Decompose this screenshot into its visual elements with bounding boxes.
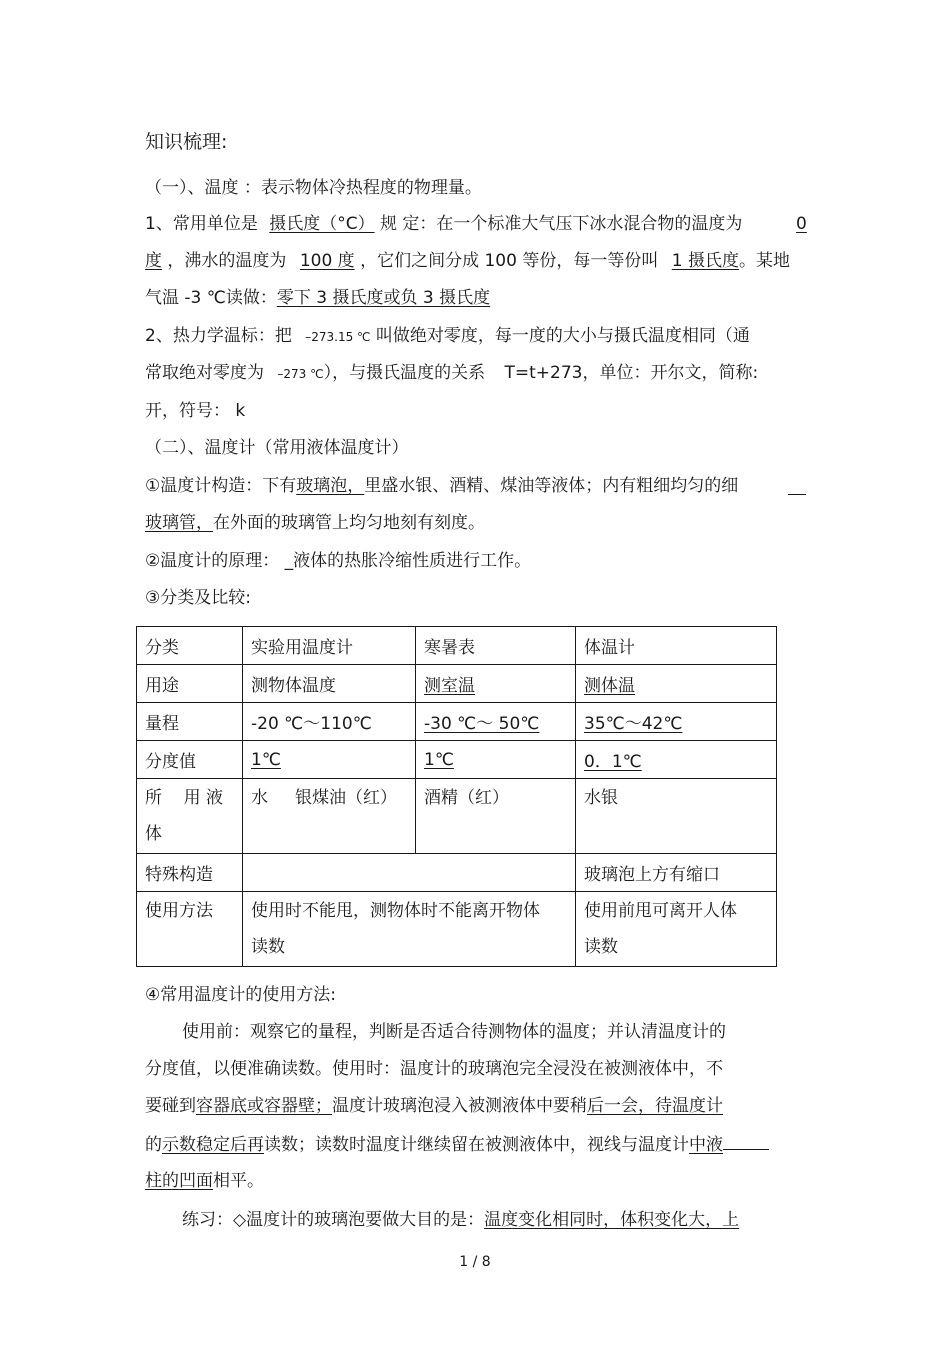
paragraph-kelvin-line-3: 开，符号： k (145, 401, 246, 421)
table-cell: -30 ℃～ 50℃ (416, 703, 576, 741)
answer-zero: 0 (796, 214, 807, 234)
answer-container: 容器底或容器壁； (196, 1096, 332, 1116)
answer-exercise: 温度变化相同时，体积变化大，上 (484, 1210, 740, 1230)
table-row (137, 854, 777, 892)
table-cell: 寒暑表 (416, 627, 576, 665)
table-cell: 测体温 (576, 665, 777, 703)
absolute-zero-value: –273.15 ℃ (305, 330, 371, 344)
answer-reading: 零下 3 摄氏度或负 3 摄氏度 (276, 288, 491, 308)
item-classification: ③分类及比较: (145, 588, 251, 608)
table-cell: 酒精（红） (416, 779, 576, 854)
table-row (137, 779, 777, 854)
table-row (137, 627, 777, 665)
item-structure-line-1: ①温度计构造：下有玻璃泡，里盛水银、酒精、煤油等液体；内有粗细均匀的细 (145, 476, 739, 496)
paragraph-unit-line-2 (145, 250, 790, 272)
item-usage-heading: ④常用温度计的使用方法: (145, 985, 336, 1005)
thermometer-comparison-table (136, 626, 777, 967)
answer-one-degree: 1 摄氏度 (671, 251, 739, 271)
text: 规 定：在一个标准大气压下冰水混合物的温度为 (380, 214, 743, 234)
paragraph-kelvin-line-2: 常取绝对零度为 –273 ℃），与摄氏温度的关系 T=t+273，单位：开尔文，简称: (145, 363, 759, 383)
table-cell: 所 用 液 体 (137, 779, 243, 854)
text: 1、常用单位是 (145, 214, 258, 234)
kelvin-formula: T=t+273，单位：开尔文，简称: (504, 363, 759, 383)
paragraph-kelvin-line-1: 2、热力学温标：把 –273.15 ℃ 叫做绝对零度，每一度的大小与摄氏温度相同（通 (145, 326, 750, 346)
item-principle: ②温度计的原理： _液体的热胀冷缩性质进行工作。 (145, 551, 532, 571)
answer-blank (723, 1133, 769, 1150)
answer-stable: 示数稳定后再 (162, 1135, 264, 1155)
usage-line-5: 柱的凹面相平。 (145, 1171, 264, 1191)
table-cell: -20 ℃～110℃ (243, 703, 416, 741)
usage-line-1: 使用前：观察它的量程，判断是否适合待测物体的温度；并认清温度计的 (182, 1022, 726, 1042)
answer-blank (788, 478, 806, 495)
page-number: 1 / 8 (459, 1254, 491, 1270)
table-cell: 体温计 (576, 627, 777, 665)
usage-line-2: 分度值，以便准确读数。使用时：温度计的玻璃泡完全浸没在被测液体中，不 (145, 1059, 723, 1079)
table-row (137, 665, 777, 703)
answer-liquid-column: 中液 (689, 1135, 723, 1155)
section-heading-temperature: （一）、温度 ：表示物体冷热程度的物理量。 (145, 178, 482, 198)
text: ，沸水的温度为 (167, 251, 287, 271)
table-cell (243, 854, 576, 892)
answer-hundred: 100 度 (299, 251, 355, 271)
table-cell: 使用方法 (137, 892, 243, 967)
table-cell: 分类 (137, 627, 243, 665)
table-cell: 用途 (137, 665, 243, 703)
answer-meniscus: 柱的凹面 (145, 1171, 213, 1191)
table-cell: 1℃ (243, 741, 416, 779)
table-cell: 水 银煤油（红） (243, 779, 416, 854)
text: 。某地 (738, 251, 790, 271)
table-cell: 测物体温度 (243, 665, 416, 703)
section-heading-thermometer: （二）、温度计（常用液体温度计） (145, 438, 409, 458)
table-row (137, 741, 777, 779)
table-cell: 量程 (137, 703, 243, 741)
answer-bulb: 玻璃泡， (296, 476, 365, 496)
table-cell: 玻璃泡上方有缩口 (576, 854, 777, 892)
table-cell: 使用前甩可离开人体 读数 (576, 892, 777, 967)
paragraph-unit-line-3 (145, 287, 490, 309)
table-row (137, 703, 777, 741)
text: ，它们之间分成 100 等份，每一等份叫 (360, 251, 659, 271)
table-cell: 水银 (576, 779, 777, 854)
usage-line-3: 要碰到容器底或容器壁；温度计玻璃泡浸入被测液体中要稍后一会，待温度计 (145, 1096, 723, 1116)
table-cell: 1℃ (416, 741, 576, 779)
answer-tube: 玻璃管， (145, 513, 213, 533)
table-cell: 分度值 (137, 741, 243, 779)
table-cell: 特殊构造 (137, 854, 243, 892)
exercise-line: 练习：◇温度计的玻璃泡要做大目的是：温度变化相同时，体积变化大，上 (182, 1210, 740, 1230)
item-structure-line-2: 玻璃管，在外面的玻璃管上均匀地刻有刻度。 (145, 513, 485, 533)
answer-zero-unit: 度 (145, 251, 162, 271)
table-cell: 使用时不能甩，测物体时不能离开物体 读数 (243, 892, 576, 967)
table-cell: 实验用温度计 (243, 627, 416, 665)
table-row (137, 892, 777, 967)
paragraph-unit-line-1 (145, 213, 742, 235)
table-cell: 0．1℃ (576, 741, 777, 779)
text: 气温 -3 ℃读做： (145, 288, 277, 308)
answer-unit: 摄氏度（°C） (269, 214, 375, 234)
table-cell: 测室温 (416, 665, 576, 703)
table-cell: 35℃～42℃ (576, 703, 777, 741)
absolute-zero-approx: –273 ℃ (277, 367, 324, 381)
usage-line-4: 的示数稳定后再读数；读数时温度计继续留在被测液体中，视线与温度计中液 (145, 1133, 769, 1156)
answer-wait: 后一会，待温度计 (587, 1096, 723, 1116)
page-title: 知识梳理: (145, 131, 228, 153)
